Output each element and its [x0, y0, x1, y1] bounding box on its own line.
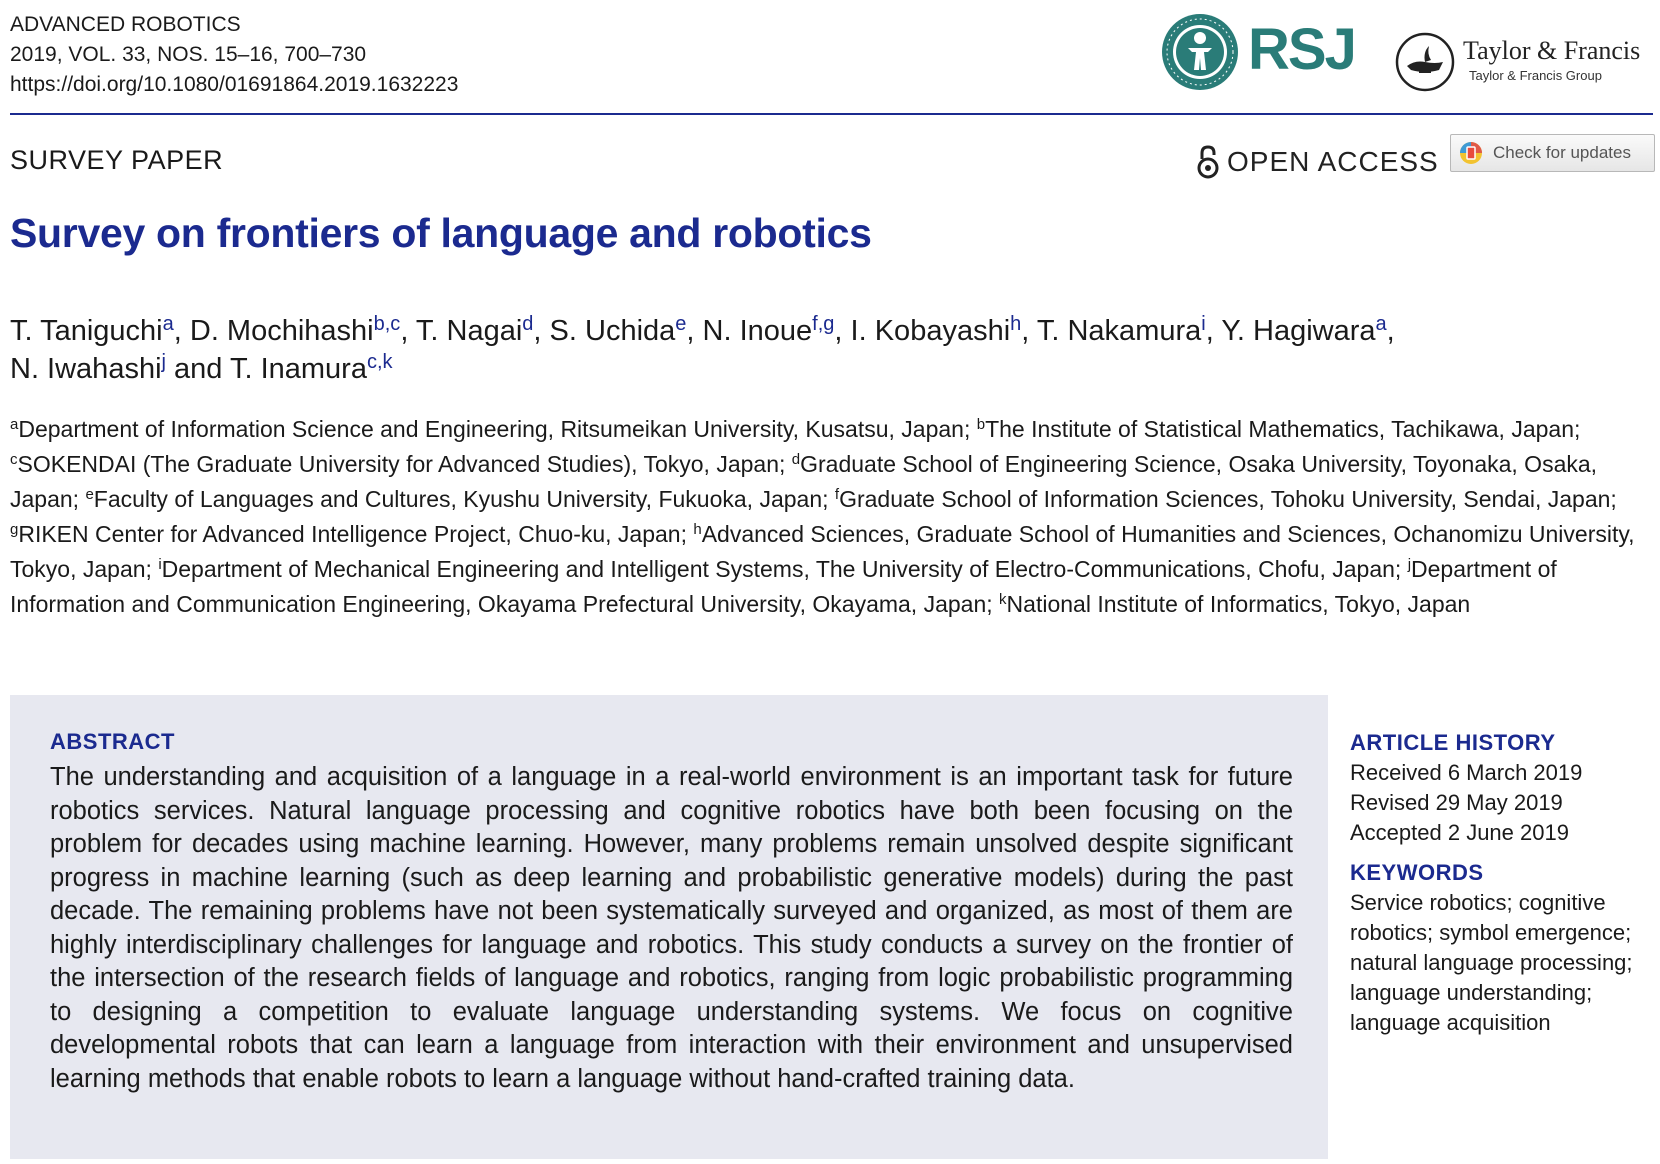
affiliation-text: Department of Mechanical Engineering and Intelligent Systems, The University of Electro-Communications, Chofu, Japan;	[161, 556, 1408, 582]
author-separator: ,	[1386, 315, 1395, 347]
rsj-logo	[1160, 12, 1360, 92]
affiliation-marker: d	[791, 451, 801, 468]
author-separator: ,	[834, 315, 851, 347]
affiliation-text: Graduate School of Engineering Science, Osaka University, Toyonaka, Osaka, Japan;	[10, 451, 1598, 512]
author-separator: ,	[686, 315, 703, 347]
affiliation-text: Department of Information and Communication Engineering, Okayama Prefectural University, Okayama, Japan;	[10, 556, 1557, 617]
affiliation-text: Faculty of Languages and Cultures, Kyushu University, Fukuoka, Japan;	[93, 486, 835, 512]
author-separator: ,	[1021, 315, 1037, 347]
author-affiliation-marker[interactable]: d	[522, 313, 534, 335]
author-name[interactable]: N. Iwahashi	[10, 353, 162, 385]
author-affiliation-marker[interactable]: i	[1201, 313, 1206, 335]
affiliation-text: SOKENDAI (The Graduate University for Advanced Studies), Tokyo, Japan;	[17, 451, 792, 477]
affiliation-marker: b	[976, 416, 986, 433]
author-affiliation-marker[interactable]: j	[161, 351, 166, 373]
author-separator: ,	[1205, 315, 1222, 347]
author-affiliation-marker[interactable]: h	[1010, 313, 1022, 335]
author-name[interactable]: T. Nakamura	[1036, 315, 1202, 347]
author-name[interactable]: N. Inoue	[702, 315, 813, 347]
journal-info	[10, 10, 458, 100]
accepted-date: Accepted 2 June 2019	[1350, 820, 1569, 845]
author-affiliation-marker[interactable]: e	[675, 313, 687, 335]
author-name[interactable]: I. Kobayashi	[850, 315, 1011, 347]
affiliations	[10, 412, 1652, 622]
article-history-heading: ARTICLE HISTORY	[1350, 730, 1556, 755]
affiliation-marker: a	[10, 416, 19, 433]
author-name[interactable]: Y. Hagiwara	[1221, 315, 1376, 347]
tf-group: Taylor & Francis Group	[1469, 68, 1602, 83]
keyword-line: Service robotics; cognitive	[1350, 890, 1606, 915]
revised-date: Revised 29 May 2019	[1350, 790, 1563, 815]
keyword-line: robotics; symbol emergence;	[1350, 920, 1632, 945]
journal-name: ADVANCED ROBOTICS	[10, 13, 241, 36]
abstract-text: The understanding and acquisition of a language in a real-world environment is an important task for future robotics services. Natural language processing and cognitive robotics have both been focusing on the problem for decades using machine learning. However, many problems remain unsolved despite significant progress in machine learning (such as deep learning and probabilistic generative models) during the past decade. The remaining problems have not been systematically surveyed and organized, as most of them are highly interdisciplinary challenges for language and robotics. This study conducts a survey on the frontier of the intersection of the research fields of language and robotics, ranging from logic probabilistic programming to designing a competition to evaluate language understanding systems. We focus on cognitive developmental robots that can learn a language from interaction with their environment and unsupervised learning methods that enable robots to learn a language without hand-crafted training data.	[50, 763, 1293, 1093]
keyword-line: language acquisition	[1350, 1010, 1551, 1035]
open-access-badge	[1197, 142, 1439, 182]
abstract-heading: ABSTRACT	[50, 729, 175, 754]
crossmark-icon	[1459, 141, 1483, 165]
check-for-updates-label: Check for updates	[1493, 143, 1631, 162]
rsj-seal-icon	[1160, 12, 1240, 92]
author-name[interactable]: T. Inamura	[229, 353, 367, 385]
journal-doi-link[interactable]: https://doi.org/10.1080/01691864.2019.1632223	[10, 73, 459, 96]
affiliation-text: Department of Information Science and Engineering, Ritsumeikan University, Kusatsu, Japan;	[18, 416, 977, 442]
affiliation-marker: c	[10, 451, 18, 468]
paper-title: Survey on frontiers of language and robotics	[10, 210, 872, 256]
author-affiliation-marker[interactable]: a	[162, 313, 174, 335]
header-divider	[10, 113, 1653, 115]
taylor-francis-logo	[1395, 32, 1657, 94]
affiliation-marker: j	[1407, 556, 1412, 573]
check-for-updates-button[interactable]	[1450, 134, 1655, 172]
affiliation-text: Graduate School of Information Sciences, Tohoku University, Sendai, Japan;	[839, 486, 1617, 512]
author-separator: ,	[173, 315, 190, 347]
author-affiliation-marker[interactable]: f,g	[812, 313, 835, 335]
author-separator: ,	[533, 315, 550, 347]
author-name[interactable]: S. Uchida	[549, 315, 676, 347]
keyword-line: language understanding;	[1350, 980, 1593, 1005]
author-separator: ,	[400, 315, 416, 347]
affiliation-text: RIKEN Center for Advanced Intelligence Project, Chuo-ku, Japan;	[18, 521, 694, 547]
author-name[interactable]: T. Taniguchi	[10, 315, 163, 347]
affiliation-text: Advanced Sciences, Graduate School of Humanities and Sciences, Ochanomizu University, Tokyo, Japan;	[10, 521, 1635, 582]
abstract-box	[10, 695, 1328, 1159]
author-list	[10, 312, 1650, 388]
affiliation-marker: f	[834, 486, 840, 503]
taylor-francis-lamp-icon	[1395, 32, 1455, 92]
author-name[interactable]: D. Mochihashi	[189, 315, 374, 347]
author-separator: and	[165, 353, 230, 385]
tf-name: Taylor & Francis	[1463, 36, 1641, 65]
affiliation-text: The Institute of Statistical Mathematics, Tachikawa, Japan;	[985, 416, 1581, 442]
keywords-heading: KEYWORDS	[1350, 860, 1484, 885]
article-sidebar	[1350, 728, 1655, 1038]
affiliation-marker: h	[693, 521, 702, 538]
keyword-line: natural language processing;	[1350, 950, 1633, 975]
paper-type: SURVEY PAPER	[10, 145, 224, 175]
journal-volume: 2019, VOL. 33, NOS. 15–16, 700–730	[10, 43, 367, 66]
affiliation-marker: g	[10, 521, 19, 538]
affiliation-text: National Institute of Informatics, Tokyo, Japan	[1006, 591, 1471, 617]
author-affiliation-marker[interactable]: c,k	[366, 351, 393, 373]
open-access-lock-icon	[1197, 145, 1219, 179]
affiliation-marker: k	[999, 591, 1007, 608]
keywords-block	[1350, 858, 1655, 1038]
rsj-wordmark: RSJ	[1248, 17, 1355, 82]
open-access-label: OPEN ACCESS	[1227, 146, 1439, 177]
author-name[interactable]: T. Nagai	[415, 315, 523, 347]
author-affiliation-marker[interactable]: b,c	[373, 313, 401, 335]
author-affiliation-marker[interactable]: a	[1375, 313, 1387, 335]
affiliation-marker: e	[85, 486, 94, 503]
received-date: Received 6 March 2019	[1350, 760, 1583, 785]
affiliation-marker: i	[158, 556, 162, 573]
